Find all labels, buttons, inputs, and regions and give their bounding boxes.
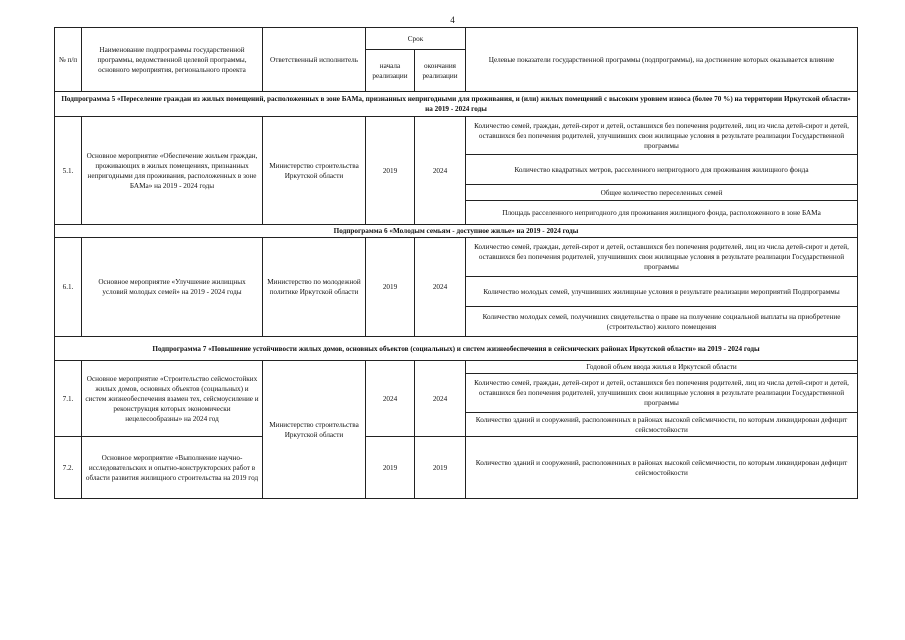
header-executor: Ответственный исполнитель bbox=[263, 28, 366, 92]
row-start: 2019 bbox=[366, 238, 415, 337]
header-targets: Целевые показатели государственной программы (подпрограммы), на достижение которых оказывается влияние bbox=[466, 28, 858, 92]
section-title: Подпрограмма 6 «Молодым семьям - доступное жилье» на 2019 - 2024 годы bbox=[55, 225, 858, 238]
section-title: Подпрограмма 7 «Повышение устойчивости жилых домов, основных объектов (социальных) и систем жизнеобеспечения в сейсмических районах Иркутской области» на 2019 - 2024 годы bbox=[55, 337, 858, 361]
section-row bbox=[55, 92, 858, 117]
indicator-cell: Годовой объем ввода жилья в Иркутской области bbox=[466, 361, 858, 374]
indicator-cell: Общее количество переселенных семей bbox=[466, 185, 858, 201]
row-start: 2019 bbox=[366, 437, 415, 499]
row-end: 2024 bbox=[415, 117, 466, 225]
row-name: Основное мероприятие «Обеспечение жильем граждан, проживающих в жилых помещениях, признанных непригодными для проживания, расположенных в зоне БАМа» на 2019 - 2024 годы bbox=[82, 117, 263, 225]
header-name: Наименование подпрограммы государственной программы, ведомственной целевой программы, основного мероприятия, регионального проекта bbox=[82, 28, 263, 92]
indicator-cell: Количество квадратных метров, расселенного непригодного для проживания жилищного фонда bbox=[466, 155, 858, 185]
row-executor: Министерство строительства Иркутской области bbox=[263, 361, 366, 499]
header-row bbox=[55, 28, 858, 50]
table-row bbox=[55, 361, 858, 374]
row-num: 7.1. bbox=[55, 361, 82, 437]
row-num: 6.1. bbox=[55, 238, 82, 337]
row-executor: Министерство строительства Иркутской области bbox=[263, 117, 366, 225]
indicator-cell: Количество семей, граждан, детей-сирот и детей, оставшихся без попечения родителей, лиц из числа детей-сирот и детей, оставшихся без попечения родителей, улучшивших свои жилищные условия в результате реализации Государственной программы bbox=[466, 117, 858, 155]
row-start: 2024 bbox=[366, 361, 415, 437]
section-row bbox=[55, 225, 858, 238]
row-num: 5.1. bbox=[55, 117, 82, 225]
program-table bbox=[54, 27, 858, 499]
header-num: № п/п bbox=[55, 28, 82, 92]
table-row bbox=[55, 437, 858, 499]
section-row bbox=[55, 337, 858, 361]
row-executor: Министерство по молодежной политике Иркутской области bbox=[263, 238, 366, 337]
indicator-cell: Количество зданий и сооружений, расположенных в районах высокой сейсмичности, по которым ликвидирован дефицит сейсмостойкости bbox=[466, 437, 858, 499]
header-start: начала реализации bbox=[366, 50, 415, 92]
row-num: 7.2. bbox=[55, 437, 82, 499]
row-end: 2019 bbox=[415, 437, 466, 499]
indicator-cell: Площадь расселенного непригодного для проживания жилищного фонда, расположенного в зоне БАМа bbox=[466, 201, 858, 225]
table-row bbox=[55, 238, 858, 277]
indicator-cell: Количество молодых семей, улучшивших жилищные условия в результате реализации мероприятий Подпрограммы bbox=[466, 277, 858, 307]
row-name: Основное мероприятие «Улучшение жилищных условий молодых семей» на 2019 - 2024 годы bbox=[82, 238, 263, 337]
row-name: Основное мероприятие «Выполнение научно-исследовательских и опытно-конструкторских работ в области развития жилищного строительства на 2019 год bbox=[82, 437, 263, 499]
indicator-cell: Количество молодых семей, получивших свидетельства о праве на получение социальной выплаты на приобретение (строительство) жилого помещения bbox=[466, 307, 858, 337]
indicator-cell: Количество зданий и сооружений, расположенных в районах высокой сейсмичности, по которым ликвидирован дефицит сейсмостойкости bbox=[466, 413, 858, 437]
page-number: 4 bbox=[450, 15, 455, 25]
section-title: Подпрограмма 5 «Переселение граждан из жилых помещений, расположенных в зоне БАМа, признанных непригодными для проживания, и (или) жилых помещений с высоким уровнем износа (более 70 %) на территории Иркутской области» на 2019 - 2024 годы bbox=[55, 92, 858, 117]
row-start: 2019 bbox=[366, 117, 415, 225]
indicator-cell: Количество семей, граждан, детей-сирот и детей, оставшихся без попечения родителей, лиц из числа детей-сирот и детей, оставшихся без попечения родителей, улучшивших свои жилищные условия в результате реализации Государственной программы bbox=[466, 374, 858, 413]
header-term: Срок bbox=[366, 28, 466, 50]
row-end: 2024 bbox=[415, 361, 466, 437]
header-end: окончания реализации bbox=[415, 50, 466, 92]
indicator-cell: Количество семей, граждан, детей-сирот и детей, оставшихся без попечения родителей, лиц из числа детей-сирот и детей, оставшихся без попечения родителей, улучшивших свои жилищные условия в результате реализации Государственной программы bbox=[466, 238, 858, 277]
row-name: Основное мероприятие «Строительство сейсмостойких жилых домов, основных объектов (социальных) и систем жизнеобеспечения взамен тех, сейсмоусиление и реконструкция которых экономически нецелесообразны» на 2024 год bbox=[82, 361, 263, 437]
table-row bbox=[55, 117, 858, 155]
row-end: 2024 bbox=[415, 238, 466, 337]
